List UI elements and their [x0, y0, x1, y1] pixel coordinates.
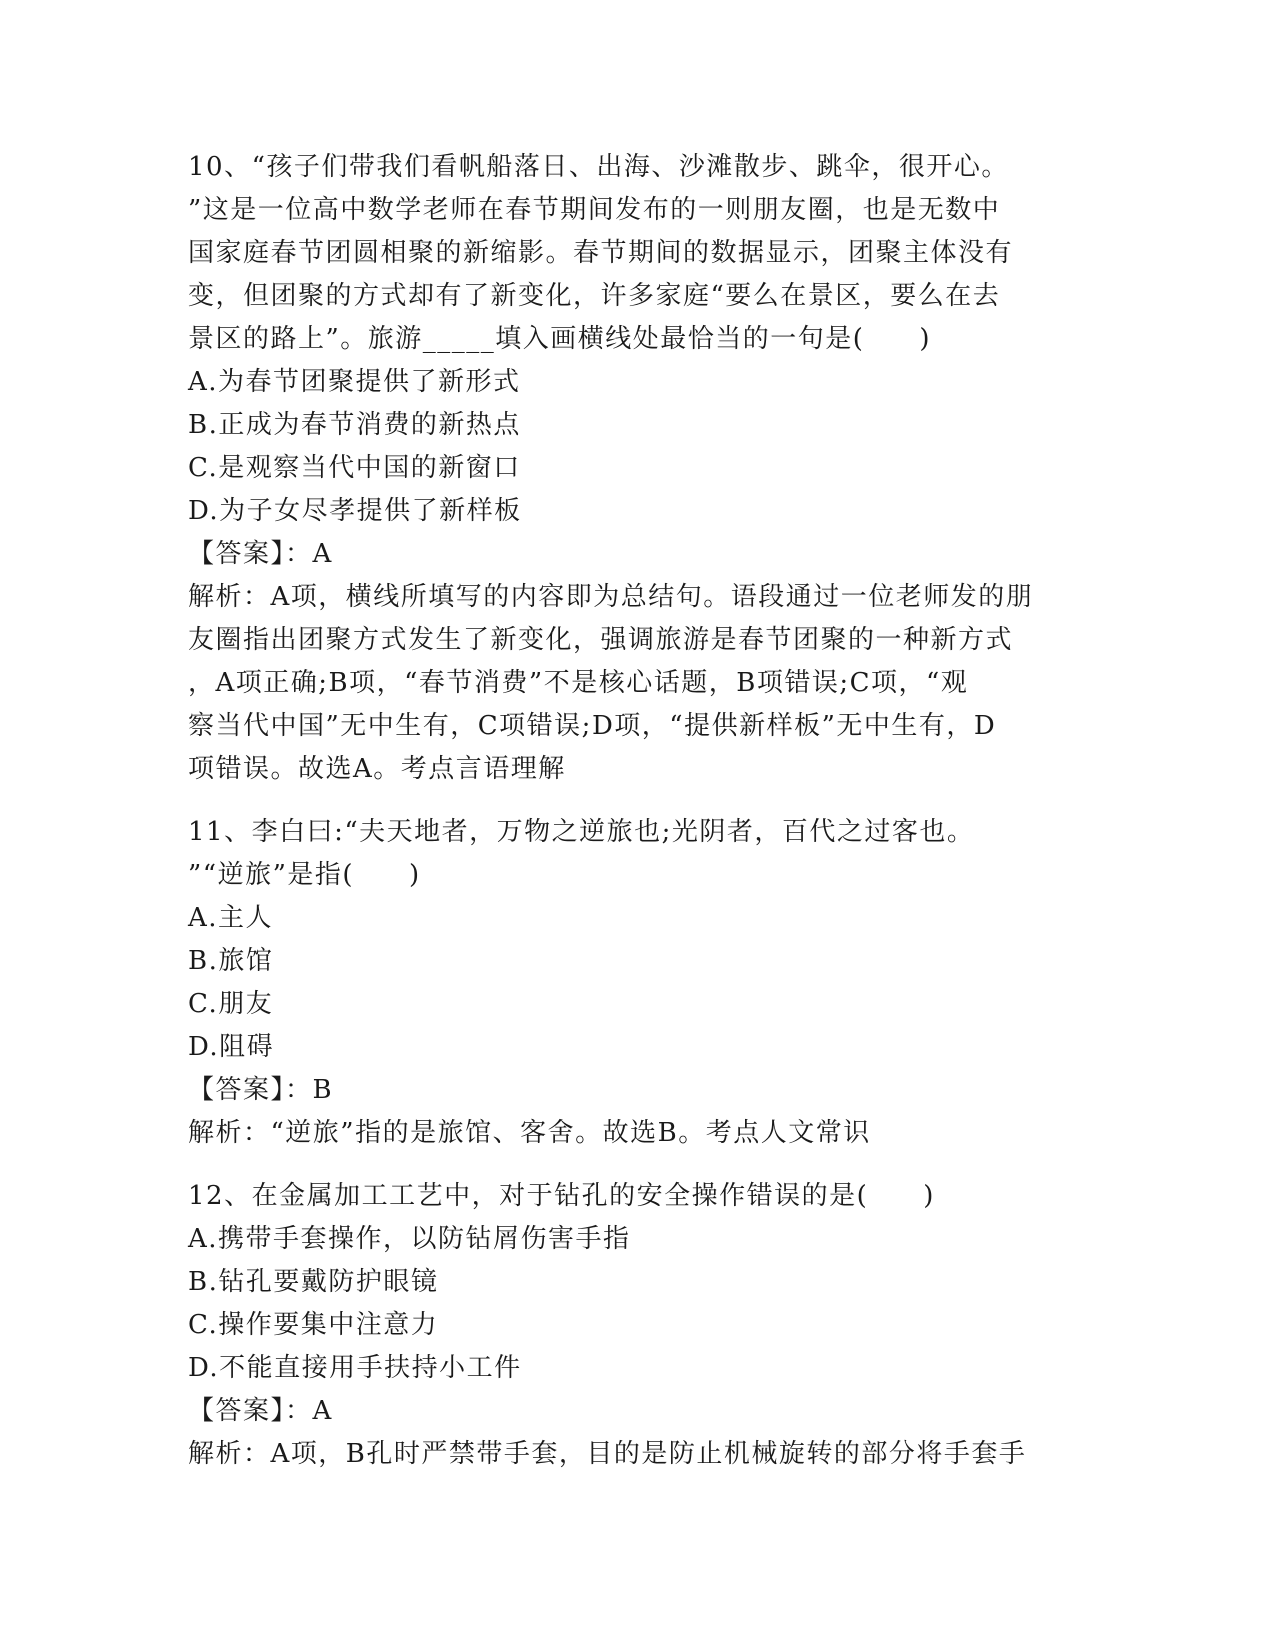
question-10: [188, 146, 1088, 791]
question-stem-line: ”“逆旅”是指( ): [188, 860, 421, 890]
option-b: B.旅馆: [188, 946, 274, 976]
question-spacer: [188, 791, 1088, 811]
analysis-line: 友圈指出团聚方式发生了新变化，强调旅游是春节团聚的一种新方式: [188, 625, 1014, 655]
analysis-line: 项错误。故选A。考点言语理解: [188, 754, 566, 784]
option-b: B.正成为春节消费的新热点: [188, 410, 521, 440]
option-d: D.不能直接用手扶持小工件: [188, 1353, 522, 1383]
question-stem-line: 11、李白曰:“夫天地者，万物之逆旅也;光阴者，百代之过客也。: [188, 817, 975, 847]
analysis-line: 解析：“逆旅”指的是旅馆、客舍。故选B。考点人文常识: [188, 1118, 871, 1148]
option-c: C.是观察当代中国的新窗口: [188, 453, 521, 483]
analysis-line: 察当代中国”无中生有，C项错误;D项，“提供新样板”无中生有，D: [188, 711, 997, 741]
question-12: [188, 1175, 1088, 1476]
question-stem-line: 国家庭春节团圆相聚的新缩影。春节期间的数据显示，团聚主体没有: [188, 238, 1014, 268]
answer-line: 【答案】：A: [188, 539, 333, 569]
answer-line: 【答案】：A: [188, 1396, 333, 1426]
option-a: A.为春节团聚提供了新形式: [188, 367, 521, 397]
analysis-line: ，A项正确;B项，“春节消费”不是核心话题，B项错误;C项，“观: [188, 668, 969, 698]
question-stem-line: 变，但团聚的方式却有了新变化，许多家庭“要么在景区，要么在去: [188, 281, 1001, 311]
question-stem-line: 10、“孩子们带我们看帆船落日、出海、沙滩散步、跳伞，很开心。: [188, 152, 1009, 182]
option-a: A.主人: [188, 903, 274, 933]
option-d: D.为子女尽孝提供了新样板: [188, 496, 522, 526]
option-d: D.阻碍: [188, 1032, 275, 1062]
answer-line: 【答案】：B: [188, 1075, 334, 1105]
question-stem-line: ”这是一位高中数学老师在春节期间发布的一则朋友圈，也是无数中: [188, 195, 1001, 225]
question-11: [188, 811, 1088, 1155]
question-stem-line: 12、在金属加工工艺中，对于钻孔的安全操作错误的是( ): [188, 1181, 935, 1211]
analysis-line: 解析：A项，横线所填写的内容即为总结句。语段通过一位老师发的朋: [188, 582, 1034, 612]
option-a: A.携带手套操作，以防钻屑伤害手指: [188, 1224, 631, 1254]
option-c: C.朋友: [188, 989, 274, 1019]
question-stem-line: 景区的路上”。旅游_____填入画横线处最恰当的一句是( ): [188, 324, 932, 354]
question-spacer: [188, 1155, 1088, 1175]
analysis-line: 解析：A项，B孔时严禁带手套，目的是防止机械旋转的部分将手套手: [188, 1439, 1027, 1469]
document-page: [188, 146, 1088, 1476]
option-c: C.操作要集中注意力: [188, 1310, 439, 1340]
option-b: B.钻孔要戴防护眼镜: [188, 1267, 439, 1297]
